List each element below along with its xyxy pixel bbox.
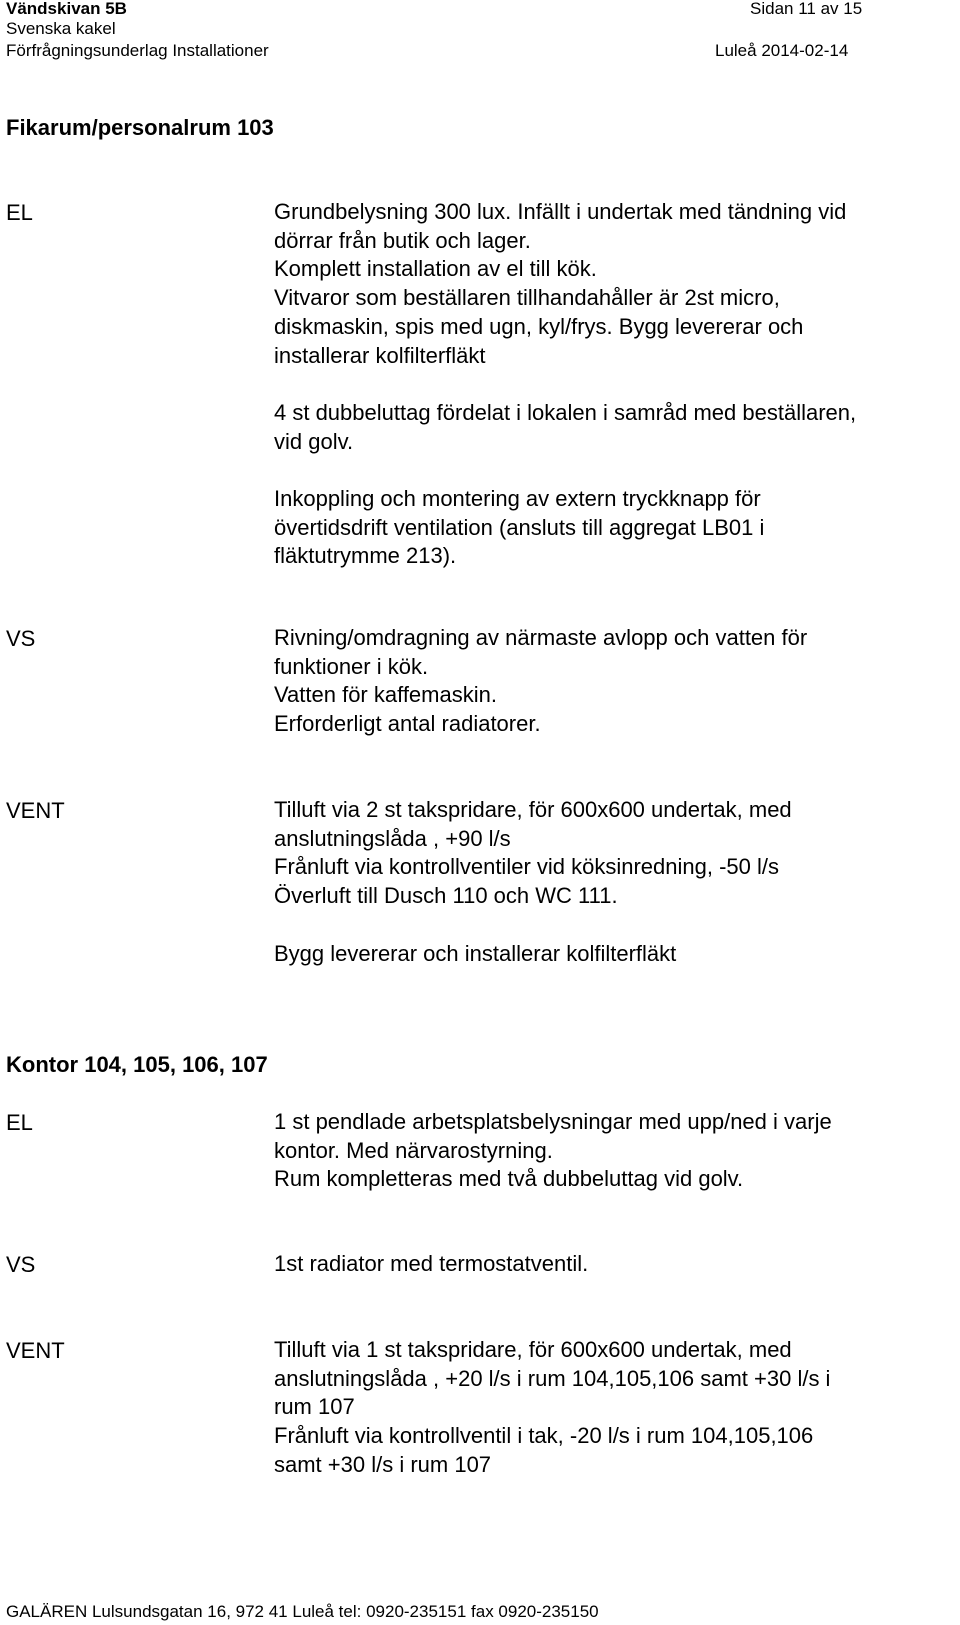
text-line: dörrar från butik och lager. <box>274 227 531 253</box>
header-document-title: Förfrågningsunderlag Installationer <box>6 41 269 60</box>
group-label: EL <box>6 200 33 225</box>
group-text <box>274 198 856 571</box>
text-line: diskmaskin, spis med ugn, kyl/frys. Bygg levererar och <box>274 313 804 339</box>
group-label: VENT <box>6 1338 65 1363</box>
header-project: Vändskivan 5B <box>6 0 127 18</box>
footer-contact: GALÄREN Lulsundsgatan 16, 972 41 Luleå tel: 0920-235151 fax 0920-235150 <box>6 1602 599 1621</box>
group-text <box>274 1250 588 1279</box>
section-title: Fikarum/personalrum 103 <box>6 115 274 140</box>
text-line: Rivning/omdragning av närmaste avlopp och vatten för <box>274 625 808 650</box>
text-line: funktioner i kök. <box>274 653 429 679</box>
group-text <box>274 624 807 739</box>
text-line: rum 107 <box>274 1394 355 1420</box>
text-line: 1 st pendlade arbetsplatsbelysningar med upp/ned i varje <box>274 1109 832 1134</box>
text-line: anslutningslåda , +20 l/s i rum 104,105,106 samt +30 l/s i <box>274 1365 831 1391</box>
section-title: Kontor 104, 105, 106, 107 <box>6 1052 268 1077</box>
group-label: VS <box>6 626 36 651</box>
group-text <box>274 796 792 968</box>
text-line: övertidsdrift ventilation (ansluts till aggregat LB01 i <box>274 514 765 540</box>
text-line: Inkoppling och montering av extern tryckknapp för <box>274 486 761 512</box>
text-line: Vitvaror som beställaren tillhandahåller är 2st micro, <box>274 285 780 311</box>
text-line: samt +30 l/s i rum 107 <box>274 1451 492 1477</box>
group-text <box>274 1108 832 1194</box>
text-line: 1st radiator med termostatventil. <box>274 1251 589 1276</box>
group-label: VS <box>6 1252 36 1277</box>
text-line: Frånluft via kontrollventil i tak, -20 l/s i rum 104,105,106 <box>274 1423 814 1449</box>
text-line: anslutningslåda , +90 l/s <box>274 825 511 851</box>
text-line: vid golv. <box>274 428 354 454</box>
text-line: Frånluft via kontrollventiler vid köksinredning, -50 l/s <box>274 854 780 880</box>
text-line: Bygg levererar och installerar kolfilterfläkt <box>274 940 677 966</box>
text-line: kontor. Med närvarostyrning. <box>274 1137 553 1163</box>
group-label: VENT <box>6 798 65 823</box>
text-line <box>274 456 856 485</box>
text-line: Erforderligt antal radiatorer. <box>274 711 541 737</box>
text-line: Grundbelysning 300 lux. Infällt i undertak med tändning vid <box>274 199 847 224</box>
text-line: Rum kompletteras med två dubbeluttag vid golv. <box>274 1166 744 1192</box>
text-line: Komplett installation av el till kök. <box>274 256 597 282</box>
text-line <box>274 370 856 399</box>
header-client: Svenska kakel <box>6 19 116 38</box>
text-line: Överluft till Dusch 110 och WC 111. <box>274 883 618 909</box>
text-line <box>274 911 792 940</box>
text-line: Tilluft via 2 st takspridare, för 600x600 undertak, med <box>274 797 792 822</box>
text-line: 4 st dubbeluttag fördelat i lokalen i samråd med beställaren, <box>274 399 857 425</box>
text-line: Tilluft via 1 st takspridare, för 600x600 undertak, med <box>274 1337 792 1362</box>
text-line: fläktutrymme 213). <box>274 543 457 569</box>
group-text <box>274 1336 830 1480</box>
text-line: Vatten för kaffemaskin. <box>274 682 497 708</box>
header-page-number: Sidan 11 av 15 <box>750 0 863 18</box>
header-place-date: Luleå 2014-02-14 <box>715 41 849 60</box>
group-label: EL <box>6 1110 33 1135</box>
text-line: installerar kolfilterfläkt <box>274 342 486 368</box>
